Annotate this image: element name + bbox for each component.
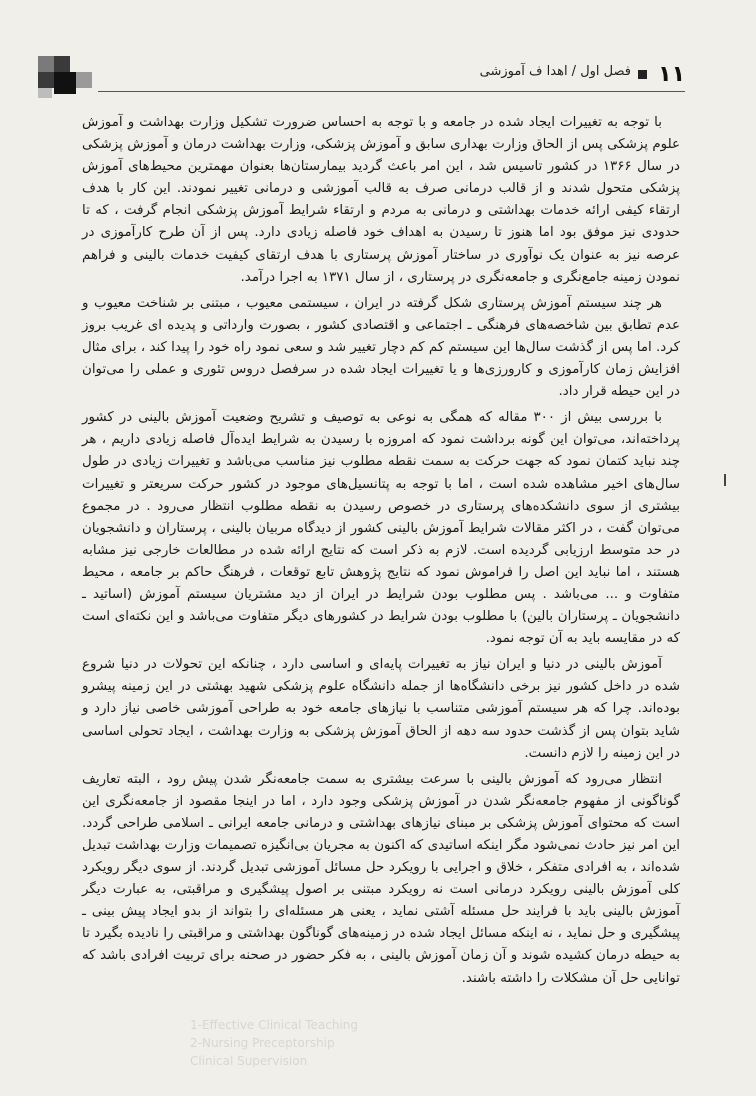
page-header	[40, 58, 685, 92]
bleed-line: 2-Nursing Preceptorship	[190, 1036, 335, 1050]
paragraph: هر چند سیستم آموزش پرستاری شکل گرفته در ایران ، سیستمی معیوب ، مبتنی بر شناخت معیوب و عدم تطابق بین شاخصه‌های فرهنگی ـ اجتماعی و اقتصادی کشور ، بصورت وارداتی و پدیده ای غریب بروز کرد. اما پس از گذشت سال‌ها این سیستم کم کم دچار تغییر شد و سعی نمود راه خود را پیدا کند ، برای مثال افزایش زمان کارآموزی و کارورزی‌ها و یا تغییرات ایجاد شده در سرفصل دروس تئوری و عملی را می‌توان در این حیطه قرار داد.	[82, 295, 680, 400]
header-rule	[98, 91, 685, 92]
paragraph: آموزش بالینی در دنیا و ایران نیاز به تغییرات پایه‌ای و اساسی دارد ، چنانکه این تحولات در دنیا شروع شده در داخل کشور نیز برخی دانشگاه‌ها از جمله دانشگاه علوم پزشکی شهید بهشتی در این زمینه پیشرو بوده‌اند. چرا که هر سیستم آموزشی متناسب با نیازهای جامعه خود به طراحی آموزشی خاصی نیاز دارد و شاید بتوان پس از گذشت حدود سه دهه از الحاق آموزش پزشکی به وزارت بهداشت ، ایجاد تحولی اساسی در این زمینه را لازم دانست.	[82, 657, 680, 761]
bleed-through-text	[190, 1016, 610, 1076]
paragraph: با توجه به تغییرات ایجاد شده در جامعه و با توجه به احساس ضرورت تشکیل وزارت بهداشت و آموزش علوم پزشکی پس از الحاق وزارت بهداری سابق و آموزش پزشکی، وزارت بهداشت درمان و آموزش پزشکی در سال ۱۳۶۶ در کشور تاسیس شد ، این امر باعث گردید بیمارستان‌ها بعنوان مهمترین محیط‌های آموزش پزشکی متحول شدند و از قالب درمانی صرف به قالب آموزشی و درمانی تغییر نمودند. این کار با هدف ارتقاء کیفی ارائه خدمات بهداشتی و درمانی به مردم و ارتقاء شرایط آموزش پزشکی انجام گرفت ، که تا حدودی نیز موفق بود اما هنوز تا رسیدن به اهداف خود فاصله زیادی دارد. پس از آن طرح کارآموزی در عرصه نیز به عنوان یک نوآوری در ساختار آموزش پرستاری با هدف ارتقای کیفیت خدمات بالینی و فراهم نمودن زمینه جامع‌نگری و جامعه‌نگری در پرستاری ، از سال ۱۳۷۱ به اجرا درآمد.	[82, 115, 680, 285]
paragraph: با بررسی بیش از ۳۰۰ مقاله که همگی به نوعی به توصیف و تشریح وضعیت آموزش بالینی در کشور پرداخته‌اند، می‌توان این گونه برداشت نمود که امروزه با رسیدن به شرایط ایده‌آل فاصله زیادی داریم ، هر چند نباید کتمان نمود که جهت حرکت به سمت نقطه مطلوب نیز مناسب می‌باشد و تغییرات زیادی در طول سال‌های اخیر مشاهده شده است ، اما با توجه به پتانسیل‌های موجود در کشور حرکت سریعتر و تغییرات بیشتری از سوی دانشکده‌های پرستاری در خصوص رسیدن به نقطه مطلوب انتظار می‌رود . در مجموع می‌توان گفت ، در اکثر مقالات شرایط آموزش بالینی کشور از دیدگاه مربیان بالینی ، پرستاران و دانشجویان در حد متوسط ارزیابی گردیده است. لازم به ذکر است که نتایج ارائه شده در مطالعات خارجی نیز مشابه هستند ، اما نباید این اصل را فراموش نمود که نتایج پژوهش تابع توقعات ، فرهنگ حاکم بر جامعه ، محیط متفاوت و ... می‌باشد . پس مطلوب بودن شرایط در ایران از دید مشتریان سیستم آموزش (اساتید ـ دانشجویان ـ پرستاران بالین) با مطلوب بودن شرایط در کشورهای دیگر متفاوت می‌باشد و این نکته‌ای است که در مقایسه باید به آن توجه نمود.	[82, 410, 680, 647]
running-title: فصل اول / اهدا ف آموزشی	[479, 64, 631, 79]
body-text	[82, 112, 680, 994]
page-number: ۱۱	[658, 62, 685, 87]
bleed-line: 1-Effective Clinical Teaching	[190, 1018, 359, 1032]
margin-mark	[724, 474, 726, 486]
bleed-line: Clinical Supervision	[190, 1054, 308, 1068]
square-bullet-icon	[638, 70, 647, 79]
paragraph: انتظار می‌رود که آموزش بالینی با سرعت بیشتری به سمت جامعه‌نگر شدن پیش رود ، البته تعاریف گوناگونی از مفهوم جامعه‌نگر شدن در آموزش پزشکی وجود دارد ، اما در اینجا مقصود از جامعه‌نگری این است که محتوای آموزش پزشکی بر مبنای نیازهای بهداشتی و درمانی جامعه ایرانی ـ اسلامی طراحی گردد. این امر نیز حادث نمی‌شود مگر اینکه اساتیدی که اکنون به مجریان بی‌انگیزه تصمیمات وزارت بهداشت تبدیل شده‌اند ، به افرادی متفکر ، خلاق و اجرایی با رویکرد حل مسائل آموزشی تبدیل گردند. از سوی دیگر رویکرد کلی آموزش بالینی رویکرد درمانی است نه رویکرد مبتنی بر اصول پیشگیری و مراقبتی، به عبارت دیگر آموزش بالینی باید با فرایند حل مسئله آشتی نماید ، یعنی هر مسئله‌ای را بتواند از بدو ایجاد پیش بینی ـ پیشگیری و حل نماید ، نه اینکه مسائل ایجاد شده در زمینه‌های گوناگون بهداشتی و مراقبتی را نادیده بگیرد تا به حیطه درمان کشیده شوند و آن زمان آموزش بالینی ، به فکر حضور در صحنه برای تربیت افرادی باشد که توانایی حل آن مشکلات را داشته باشند.	[82, 771, 680, 986]
